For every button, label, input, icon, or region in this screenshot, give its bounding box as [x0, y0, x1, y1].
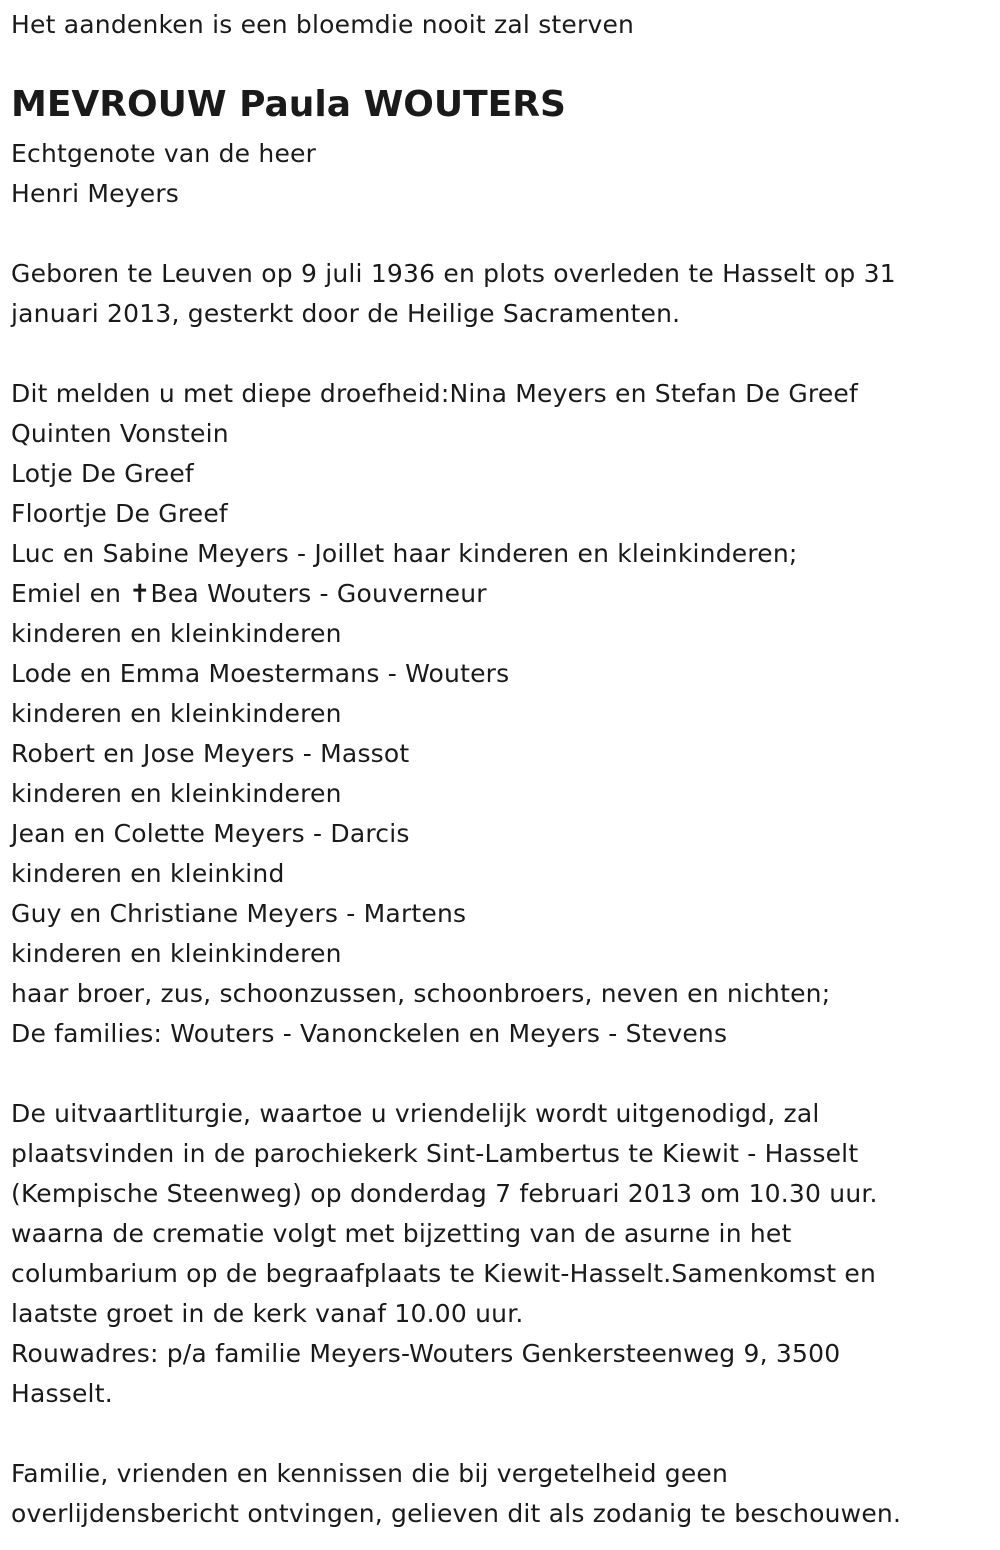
family-line: Robert en Jose Meyers - Massot	[11, 739, 410, 768]
funeral-line: waarna de crematie volgt met bijzetting van de asurne in het	[11, 1219, 792, 1248]
family-line: kinderen en kleinkind	[11, 859, 285, 888]
funeral-block	[11, 1094, 878, 1414]
spouse-line-1: Echtgenote van de heer	[11, 139, 317, 168]
family-line: Guy en Christiane Meyers - Martens	[11, 899, 467, 928]
family-line: kinderen en kleinkinderen	[11, 779, 342, 808]
birth-block	[11, 254, 896, 334]
cross-icon: ✝	[129, 579, 151, 608]
birth-line-2: januari 2013, gesterkt door de Heilige Sacramenten.	[11, 299, 681, 328]
family-line: haar broer, zus, schoonzussen, schoonbroers, neven en nichten;	[11, 979, 831, 1008]
family-line: Luc en Sabine Meyers - Joillet haar kinderen en kleinkinderen;	[11, 539, 798, 568]
family-line: kinderen en kleinkinderen	[11, 619, 342, 648]
family-line: Quinten Vonstein	[11, 419, 229, 448]
birth-line-1: Geboren te Leuven op 9 juli 1936 en plots overleden te Hasselt op 31	[11, 259, 896, 288]
family-intro: Dit melden u met diepe droefheid:Nina Meyers en Stefan De Greef	[11, 379, 858, 408]
funeral-line: plaatsvinden in de parochiekerk Sint-Lambertus te Kiewit - Hasselt	[11, 1139, 859, 1168]
closing-line-2: overlijdensbericht ontvingen, gelieven dit als zodanig te beschouwen.	[11, 1499, 902, 1528]
emiel-pre: Emiel en	[11, 579, 130, 608]
family-block	[11, 374, 858, 1054]
emiel-post: Bea Wouters - Gouverneur	[150, 579, 487, 608]
closing-line-1: Familie, vrienden en kennissen die bij vergetelheid geen	[11, 1459, 729, 1488]
family-line: De families: Wouters - Vanonckelen en Meyers - Stevens	[11, 1019, 728, 1048]
family-line: Jean en Colette Meyers - Darcis	[11, 819, 410, 848]
motto: Het aandenken is een bloemdie nooit zal sterven	[11, 10, 635, 39]
family-line: Lotje De Greef	[11, 459, 194, 488]
funeral-line: De uitvaartliturgie, waartoe u vriendelijk wordt uitgenodigd, zal	[11, 1099, 820, 1128]
family-line: kinderen en kleinkinderen	[11, 699, 342, 728]
funeral-line: laatste groet in de kerk vanaf 10.00 uur.	[11, 1299, 524, 1328]
spouse-line-2: Henri Meyers	[11, 179, 180, 208]
funeral-line: columbarium op de begraafplaats te Kiewit-Hasselt.Samenkomst en	[11, 1259, 877, 1288]
funeral-line: (Kempische Steenweg) op donderdag 7 februari 2013 om 10.30 uur.	[11, 1179, 878, 1208]
funeral-line: Rouwadres: p/a familie Meyers-Wouters Genkersteenweg 9, 3500	[11, 1339, 841, 1368]
family-line: Floortje De Greef	[11, 499, 228, 528]
spouse-block	[11, 134, 316, 214]
page-title: MEVROUW Paula WOUTERS	[11, 84, 566, 125]
funeral-line: Hasselt.	[11, 1379, 113, 1408]
family-line: Lode en Emma Moestermans - Wouters	[11, 659, 510, 688]
family-line: kinderen en kleinkinderen	[11, 939, 342, 968]
family-line-emiel	[11, 574, 858, 614]
closing-block	[11, 1454, 901, 1534]
